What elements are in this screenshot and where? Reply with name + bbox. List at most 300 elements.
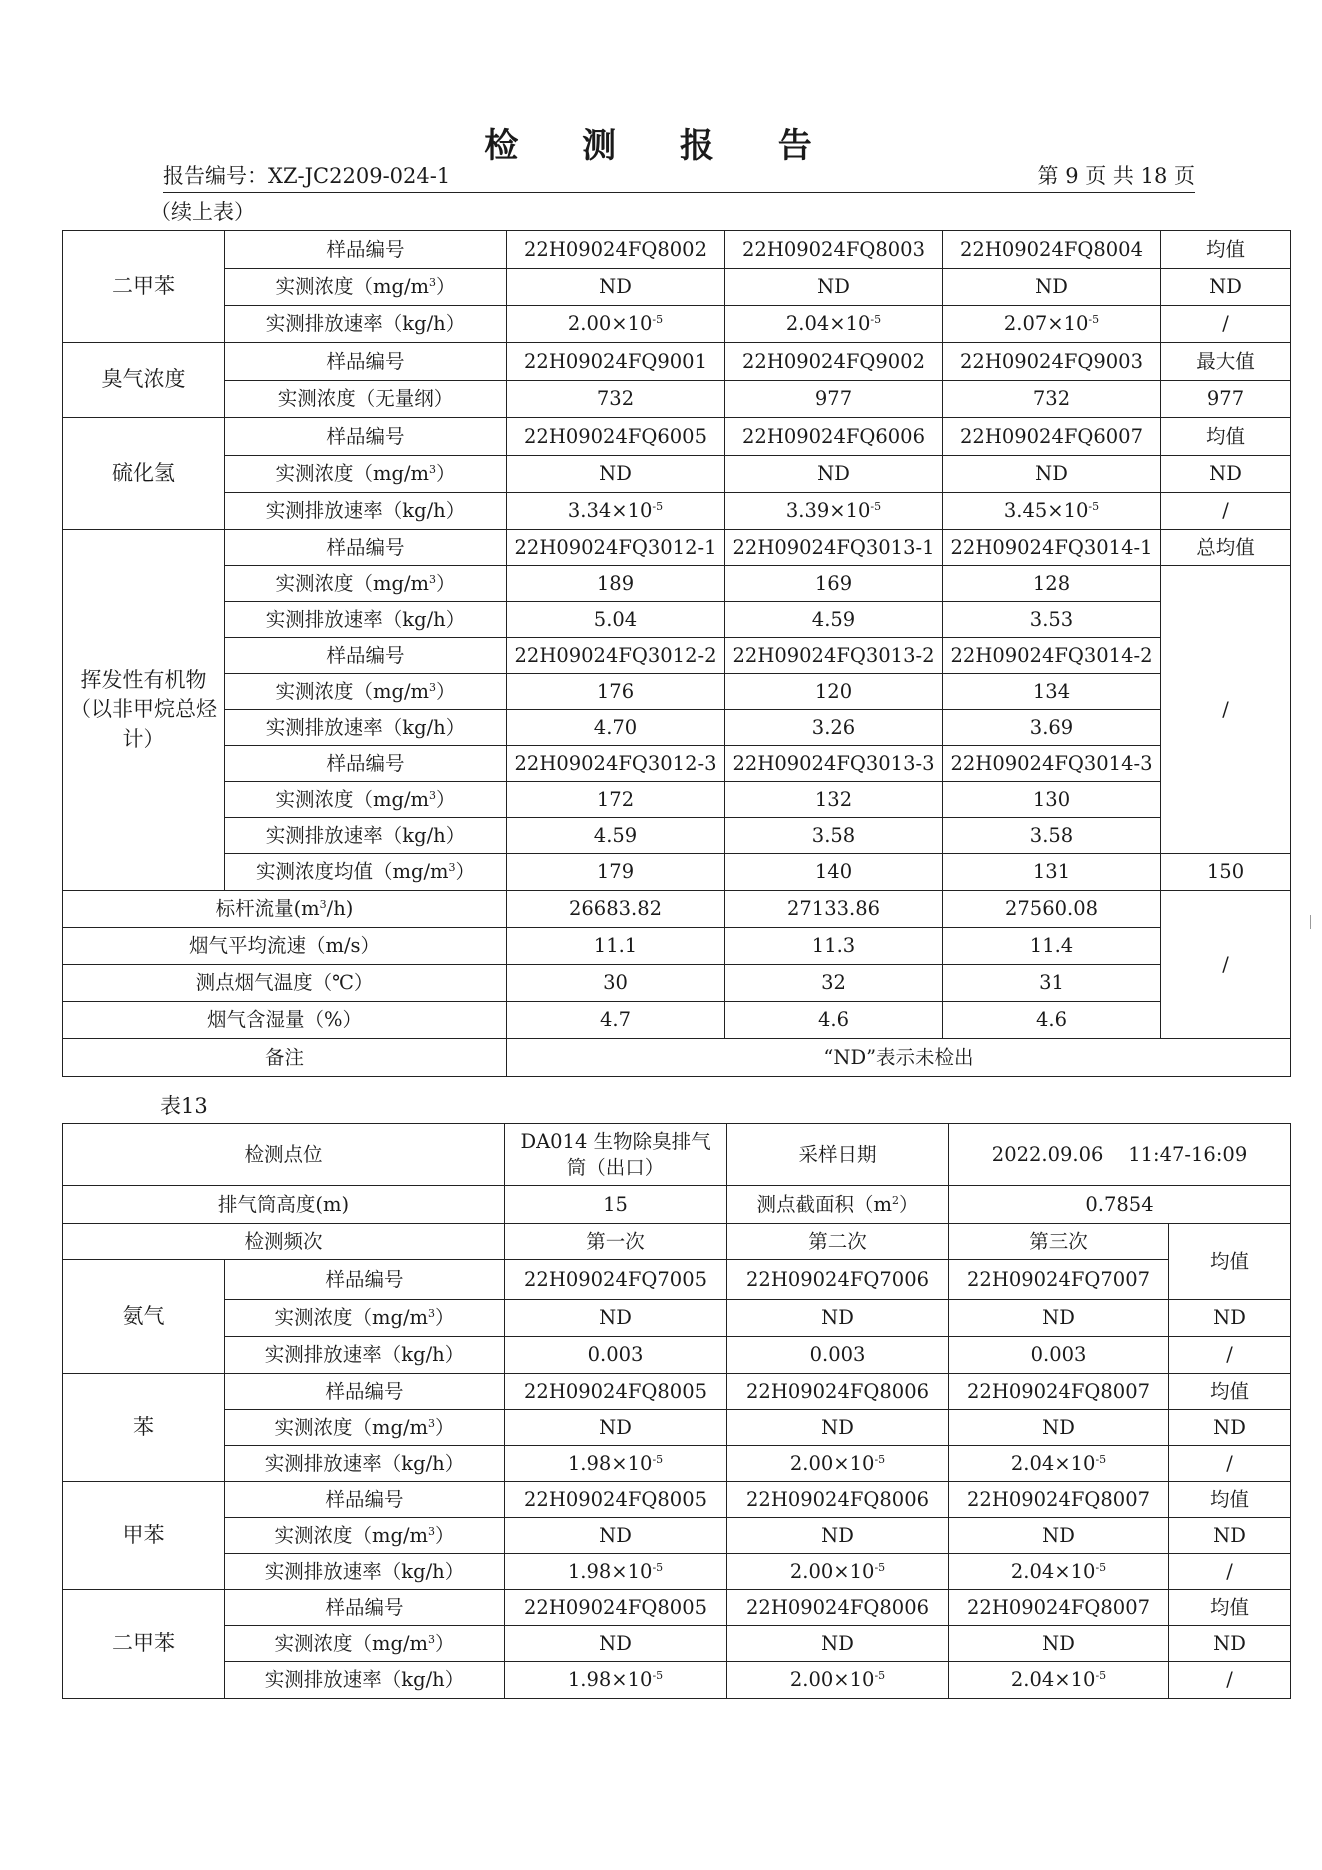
table-cell: 样品编号	[225, 418, 507, 456]
cell-text: -5	[1095, 1452, 1107, 1466]
table-cell: ND	[1169, 1626, 1291, 1662]
cell-text: 标杆流量(m	[215, 897, 320, 921]
table-cell: 22H09024FQ8007	[949, 1482, 1169, 1518]
table-row	[63, 818, 1291, 854]
table-cell: 977	[1161, 381, 1291, 418]
table-cell	[727, 1446, 949, 1482]
table-cell: 测点烟气温度（℃）	[63, 965, 507, 1002]
table-cell: 120	[725, 674, 943, 710]
table-cell: 4.6	[725, 1002, 943, 1039]
cell-text: 2.04	[785, 312, 830, 336]
table-cell	[727, 1662, 949, 1699]
report-number: 报告编号：XZ-JC2209-024-1	[163, 164, 451, 188]
cell-text: 测点截面积（m	[756, 1192, 892, 1216]
cell-text: 2.00	[789, 1451, 834, 1475]
cell-text: ）	[436, 679, 456, 703]
table-cell: 22H09024FQ8005	[505, 1482, 727, 1518]
table-cell: 采样日期	[727, 1124, 949, 1186]
table-cell: 实测排放速率（kg/h）	[225, 1337, 505, 1374]
table-cell: 样品编号	[225, 1482, 505, 1518]
table-cell: ND	[949, 1410, 1169, 1446]
cell-text: 实测浓度（mg/m	[275, 571, 430, 595]
table-cell: 128	[943, 566, 1161, 602]
table-cell: ND	[727, 1410, 949, 1446]
cell-text: ）	[899, 1192, 919, 1216]
table-cell: ND	[1161, 269, 1291, 306]
cell-text: 实测浓度（mg/m	[274, 1631, 429, 1655]
table13-caption: 表13	[160, 1094, 208, 1118]
cell-text: -5	[652, 1560, 664, 1574]
cell-text: -5	[652, 1452, 664, 1466]
table-cell: 22H09024FQ8006	[727, 1374, 949, 1410]
table-cell: 176	[507, 674, 725, 710]
table-cell: 实测排放速率（kg/h）	[225, 1662, 505, 1699]
table-cell	[225, 782, 507, 818]
table-cell: 实测排放速率（kg/h）	[225, 1554, 505, 1590]
table-cell	[225, 269, 507, 306]
table-cell: 22H09024FQ9002	[725, 343, 943, 381]
remark-text: “ND”表示未检出	[507, 1039, 1291, 1077]
table-cell: ND	[727, 1626, 949, 1662]
table-cell: /	[1169, 1554, 1291, 1590]
table-cell: ND	[725, 456, 943, 493]
table-cell: 22H09024FQ8004	[943, 231, 1161, 269]
odor-label: 臭气浓度	[63, 343, 225, 418]
table-cell	[725, 306, 943, 343]
table-cell: 均值	[1169, 1374, 1291, 1410]
document-title: 检 测 报 告	[484, 126, 838, 166]
table-cell: 0.003	[505, 1337, 727, 1374]
cell-text: -5	[652, 500, 664, 514]
table-cell: 样品编号	[225, 1374, 505, 1410]
cell-text: 1.98	[567, 1451, 612, 1475]
table-cell: 22H09024FQ3013-3	[725, 746, 943, 782]
table-cell: 样品编号	[225, 231, 507, 269]
table-row	[63, 1446, 1291, 1482]
cell-text: 3	[448, 861, 456, 875]
table-cell: ND	[505, 1300, 727, 1337]
cell-text: ×10	[1047, 312, 1089, 336]
table-cell: 22H09024FQ6006	[725, 418, 943, 456]
table-row	[63, 638, 1291, 674]
table-cell: 4.70	[507, 710, 725, 746]
table-cell	[225, 1518, 505, 1554]
table-cell: 4.59	[507, 818, 725, 854]
cell-text: ×10	[1054, 1559, 1096, 1583]
table-cell: ND	[949, 1626, 1169, 1662]
table-cell	[943, 306, 1161, 343]
table-cell	[225, 674, 507, 710]
table-cell: 4.6	[943, 1002, 1161, 1039]
table-cell: 15	[505, 1186, 727, 1224]
table-cell: 实测排放速率（kg/h）	[225, 710, 507, 746]
cell-text: ×10	[611, 499, 653, 523]
table-cell: 0.7854	[949, 1186, 1291, 1224]
cell-text: -5	[1088, 313, 1100, 327]
table-cell: /	[1169, 1446, 1291, 1482]
table-cell: 27133.86	[725, 891, 943, 928]
cell-text: ×10	[1054, 1451, 1096, 1475]
table-row	[63, 269, 1291, 306]
cell-text: ）	[436, 787, 456, 811]
table-cell: 检测频次	[63, 1224, 505, 1260]
table-cell: 22H09024FQ3012-1	[507, 530, 725, 566]
table-cell: 实测排放速率（kg/h）	[225, 493, 507, 530]
table-cell: 22H09024FQ8007	[949, 1374, 1169, 1410]
table-cell: ND	[949, 1300, 1169, 1337]
table-cell: /	[1161, 891, 1291, 1039]
table-cell: 样品编号	[225, 343, 507, 381]
cell-text: -5	[874, 1452, 886, 1466]
table-cell: ND	[1161, 456, 1291, 493]
table-cell: 检测点位	[63, 1124, 505, 1186]
table-cell: ND	[727, 1300, 949, 1337]
cell-text: 1.98	[567, 1668, 612, 1692]
cell-text: 1.98	[567, 1559, 612, 1583]
results-table-continued	[62, 230, 1291, 1077]
table-cell: 实测浓度（无量纲）	[225, 381, 507, 418]
benzene-label: 苯	[63, 1374, 225, 1482]
table-cell: ND	[1169, 1300, 1291, 1337]
cell-text: 2	[892, 1193, 899, 1207]
table-row	[63, 1337, 1291, 1374]
table-cell: 11.1	[507, 928, 725, 965]
table-cell: 22H09024FQ8006	[727, 1482, 949, 1518]
cell-text: ）	[455, 860, 476, 884]
page-info: 第 9 页 共 18 页	[1037, 164, 1195, 188]
table-row	[63, 602, 1291, 638]
cell-text: ×10	[611, 1451, 653, 1475]
table-cell	[225, 1626, 505, 1662]
cell-text: 3	[428, 1307, 436, 1321]
scan-edge-mark	[1310, 915, 1311, 929]
cell-text: ×10	[611, 1668, 653, 1692]
cell-text: 2.04	[1010, 1668, 1055, 1692]
table-cell	[505, 1446, 727, 1482]
cell-text: -5	[652, 313, 664, 327]
table-cell: 22H09024FQ3012-3	[507, 746, 725, 782]
table-cell	[949, 1662, 1169, 1699]
table-cell: 22H09024FQ6005	[507, 418, 725, 456]
table-cell: 烟气含湿量（%）	[63, 1002, 507, 1039]
cell-text: -5	[652, 1669, 664, 1683]
cell-text: ×10	[611, 1559, 653, 1583]
table-cell: 样品编号	[225, 746, 507, 782]
table-row	[63, 1124, 1291, 1186]
table-row	[63, 1410, 1291, 1446]
table-cell: ND	[505, 1626, 727, 1662]
table-cell	[727, 1554, 949, 1590]
xylene-label: 二甲苯	[63, 231, 225, 343]
table-cell: /	[1161, 306, 1291, 343]
cell-text: 3	[429, 788, 437, 802]
table-row	[63, 1300, 1291, 1337]
table-cell: 实测排放速率（kg/h）	[225, 602, 507, 638]
table-cell: 3.58	[943, 818, 1161, 854]
table-cell: 0.003	[949, 1337, 1169, 1374]
table-row	[63, 891, 1291, 928]
table-row	[63, 928, 1291, 965]
cell-text: -5	[874, 1560, 886, 1574]
table-cell: 22H09024FQ3012-2	[507, 638, 725, 674]
table-cell: 实测排放速率（kg/h）	[225, 818, 507, 854]
table-cell: 22H09024FQ6007	[943, 418, 1161, 456]
table-cell: 3.26	[725, 710, 943, 746]
cell-text: 3	[428, 1632, 436, 1646]
table-cell: /	[1161, 493, 1291, 530]
table-row	[63, 306, 1291, 343]
h2s-label: 硫化氢	[63, 418, 225, 530]
cell-text: 3.34	[567, 499, 612, 523]
table-cell: ND	[507, 269, 725, 306]
table-row	[63, 456, 1291, 493]
table-cell: 均值	[1169, 1482, 1291, 1518]
table-cell: ND	[1169, 1518, 1291, 1554]
table-cell: 22H09024FQ7005	[505, 1260, 727, 1300]
cell-text: 实测浓度（mg/m	[275, 462, 430, 486]
table-cell: 172	[507, 782, 725, 818]
cell-text: 3	[429, 276, 437, 290]
table-row	[63, 231, 1291, 269]
table-cell: 第三次	[949, 1224, 1169, 1260]
table-cell: ND	[505, 1518, 727, 1554]
table-cell: 实测排放速率（kg/h）	[225, 1446, 505, 1482]
table-cell: 131	[943, 854, 1161, 891]
table-row	[63, 530, 1291, 566]
cell-text: ）	[436, 275, 456, 299]
table-cell: 31	[943, 965, 1161, 1002]
point-value: DA014 生物除臭排气筒（出口）	[505, 1124, 727, 1186]
table-cell	[727, 1186, 949, 1224]
table-cell: 5.04	[507, 602, 725, 638]
table-cell: ND	[943, 269, 1161, 306]
table-cell	[725, 493, 943, 530]
table-cell: 22H09024FQ8005	[505, 1374, 727, 1410]
cell-text: ）	[436, 462, 456, 486]
table-row	[63, 1186, 1291, 1224]
table-cell	[225, 1300, 505, 1337]
table-cell: 732	[507, 381, 725, 418]
remark-label: 备注	[63, 1039, 507, 1077]
table-cell	[949, 1446, 1169, 1482]
table-cell	[505, 1662, 727, 1699]
table-row	[63, 566, 1291, 602]
cell-text: ）	[435, 1415, 455, 1439]
table-row	[63, 1482, 1291, 1518]
cell-text: 实测浓度均值（mg/m	[255, 860, 449, 884]
table-cell: 22H09024FQ9003	[943, 343, 1161, 381]
cell-text: 2.07	[1003, 312, 1048, 336]
table-cell: 4.59	[725, 602, 943, 638]
cell-text: ）	[436, 571, 456, 595]
table-cell: 排气筒高度(m)	[63, 1186, 505, 1224]
table-cell: 27560.08	[943, 891, 1161, 928]
cell-text: 2.00	[789, 1668, 834, 1692]
cell-text: -5	[874, 1669, 886, 1683]
table-cell: 样品编号	[225, 530, 507, 566]
table-row	[63, 1039, 1291, 1077]
table-row	[63, 1662, 1291, 1699]
cell-text: 3	[429, 463, 437, 477]
cell-text: 2.04	[1010, 1559, 1055, 1583]
table-row	[63, 1626, 1291, 1662]
table-cell: 150	[1161, 854, 1291, 891]
table-cell: 均值	[1169, 1224, 1291, 1300]
cell-text: 3.39	[785, 499, 830, 523]
table-cell	[63, 891, 507, 928]
table-row	[63, 965, 1291, 1002]
table-row	[63, 1554, 1291, 1590]
voc-label: 挥发性有机物（以非甲烷总烃计）	[63, 530, 225, 891]
table-cell: 22H09024FQ3014-2	[943, 638, 1161, 674]
cell-text: 实测浓度（mg/m	[275, 275, 430, 299]
table-cell: 最大值	[1161, 343, 1291, 381]
table-cell	[507, 306, 725, 343]
cell-text: 实测浓度（mg/m	[275, 787, 430, 811]
table-cell: 第二次	[727, 1224, 949, 1260]
cell-text: 实测浓度（mg/m	[274, 1523, 429, 1547]
table-cell: /	[1169, 1662, 1291, 1699]
table-cell: 22H09024FQ3013-1	[725, 530, 943, 566]
table-cell: 3.53	[943, 602, 1161, 638]
table-cell: 均值	[1161, 231, 1291, 269]
cell-text: ×10	[611, 312, 653, 336]
ammonia-label: 氨气	[63, 1260, 225, 1374]
table-cell: 22H09024FQ8002	[507, 231, 725, 269]
table-cell: 22H09024FQ7007	[949, 1260, 1169, 1300]
table-cell: 22H09024FQ3014-3	[943, 746, 1161, 782]
table-cell: 样品编号	[225, 1590, 505, 1626]
cell-text: -5	[1095, 1560, 1107, 1574]
table-row	[63, 1374, 1291, 1410]
continued-caption: （续上表）	[150, 200, 255, 224]
table-row	[63, 1002, 1291, 1039]
table-cell: 32	[725, 965, 943, 1002]
cell-text: -5	[870, 313, 882, 327]
table-cell: /	[1161, 566, 1291, 854]
table-row	[63, 746, 1291, 782]
table-cell: 134	[943, 674, 1161, 710]
table-row	[63, 1260, 1291, 1300]
cell-text: 实测浓度（mg/m	[274, 1306, 429, 1330]
table-cell: ND	[507, 456, 725, 493]
table-cell: 实测排放速率（kg/h）	[225, 306, 507, 343]
table13	[62, 1123, 1291, 1699]
table-cell: 样品编号	[225, 1260, 505, 1300]
table-cell: 22H09024FQ9001	[507, 343, 725, 381]
cell-text: ×10	[833, 1451, 875, 1475]
cell-text: 2.04	[1010, 1451, 1055, 1475]
table-cell	[949, 1554, 1169, 1590]
table-cell: 22H09024FQ3014-1	[943, 530, 1161, 566]
cell-text: -5	[870, 500, 882, 514]
table-cell: /	[1169, 1337, 1291, 1374]
table-row	[63, 1518, 1291, 1554]
table-row	[63, 493, 1291, 530]
table-cell: 26683.82	[507, 891, 725, 928]
table-cell: ND	[727, 1518, 949, 1554]
table-cell: 732	[943, 381, 1161, 418]
table-cell: 11.3	[725, 928, 943, 965]
cell-text: ×10	[829, 499, 871, 523]
table-cell: 11.4	[943, 928, 1161, 965]
table-cell: 0.003	[727, 1337, 949, 1374]
toluene-label: 甲苯	[63, 1482, 225, 1590]
table-row	[63, 343, 1291, 381]
table-row	[63, 1224, 1291, 1260]
cell-text: 2.00	[789, 1559, 834, 1583]
cell-text: 3	[429, 572, 437, 586]
cell-text: 3.45	[1003, 499, 1048, 523]
table-cell	[225, 566, 507, 602]
table-cell: 22H09024FQ7006	[727, 1260, 949, 1300]
cell-text: ）	[435, 1523, 455, 1547]
table-row	[63, 782, 1291, 818]
table-cell	[507, 493, 725, 530]
cell-text: /h)	[326, 897, 354, 921]
table-cell: 4.7	[507, 1002, 725, 1039]
cell-text: 3	[428, 1524, 436, 1538]
cell-text: -5	[1095, 1669, 1107, 1683]
table-row	[63, 674, 1291, 710]
table-cell: ND	[505, 1410, 727, 1446]
table-cell: 169	[725, 566, 943, 602]
table-cell: 均值	[1161, 418, 1291, 456]
table-row	[63, 1590, 1291, 1626]
table-cell: 22H09024FQ8006	[727, 1590, 949, 1626]
cell-text: ）	[435, 1306, 455, 1330]
report-header	[163, 164, 1195, 193]
table-cell: 22H09024FQ8007	[949, 1590, 1169, 1626]
cell-text: 3	[319, 898, 327, 912]
table-cell	[225, 1410, 505, 1446]
cell-text: -5	[1088, 500, 1100, 514]
table-cell: ND	[949, 1518, 1169, 1554]
table-cell: 189	[507, 566, 725, 602]
cell-text: ）	[435, 1631, 455, 1655]
table-row	[63, 381, 1291, 418]
cell-text: 2.00	[567, 312, 612, 336]
table-cell: 第一次	[505, 1224, 727, 1260]
cell-text: 实测浓度（mg/m	[275, 679, 430, 703]
table-row	[63, 710, 1291, 746]
table-cell: 22H09024FQ3013-2	[725, 638, 943, 674]
table-cell: 140	[725, 854, 943, 891]
cell-text: ×10	[1054, 1668, 1096, 1692]
table-cell: ND	[943, 456, 1161, 493]
table-cell: 3.58	[725, 818, 943, 854]
table-cell: 样品编号	[225, 638, 507, 674]
cell-text: 3	[428, 1416, 436, 1430]
date-value: 2022.09.06 11:47-16:09	[949, 1124, 1291, 1186]
table-cell: 22H09024FQ8003	[725, 231, 943, 269]
cell-text: ×10	[833, 1559, 875, 1583]
table-cell: 均值	[1169, 1590, 1291, 1626]
table-cell	[225, 854, 507, 891]
xylene2-label: 二甲苯	[63, 1590, 225, 1699]
table-cell: 烟气平均流速（m/s）	[63, 928, 507, 965]
table-cell	[225, 456, 507, 493]
cell-text: 3	[429, 680, 437, 694]
table-cell: 30	[507, 965, 725, 1002]
table-cell	[943, 493, 1161, 530]
table-cell: 130	[943, 782, 1161, 818]
cell-text: ×10	[1047, 499, 1089, 523]
table-cell: 977	[725, 381, 943, 418]
cell-text: 实测浓度（mg/m	[274, 1415, 429, 1439]
table-row	[63, 418, 1291, 456]
cell-text: ×10	[833, 1668, 875, 1692]
